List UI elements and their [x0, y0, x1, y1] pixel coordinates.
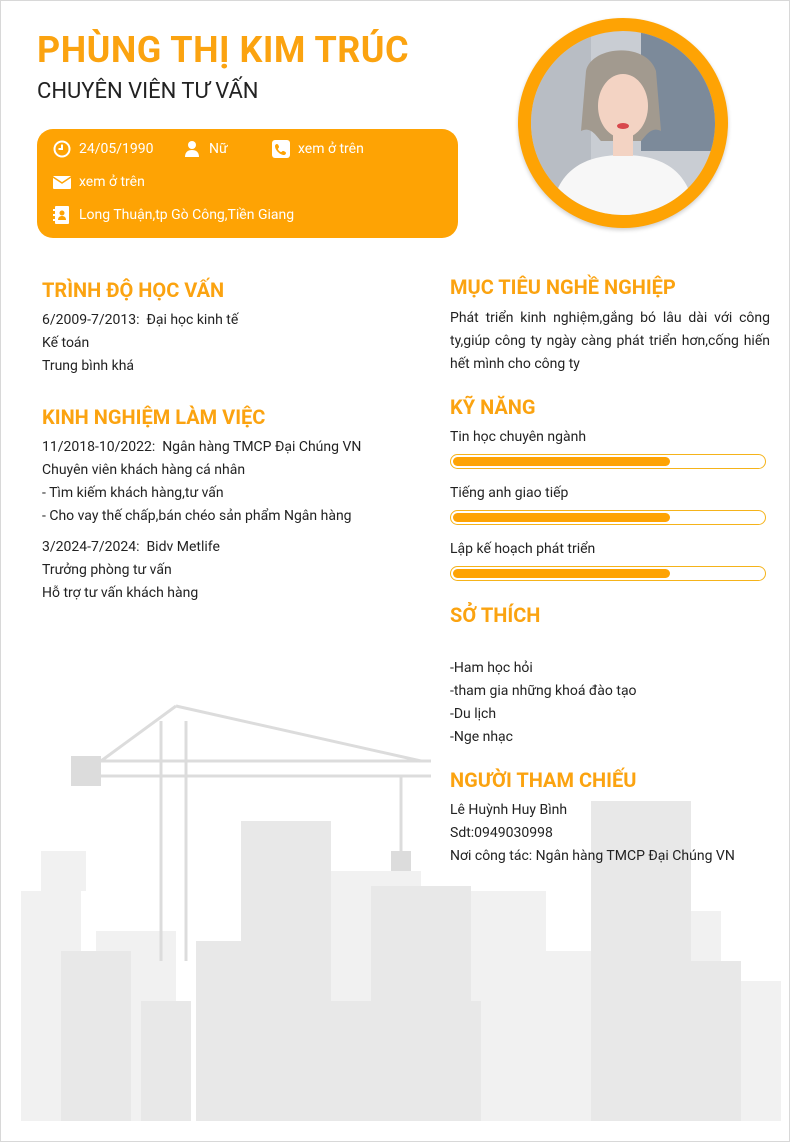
skill-fill	[453, 513, 670, 522]
job-2-period: 3/2024-7/2024:	[42, 539, 140, 555]
education-grade: Trung bình khá	[42, 358, 135, 374]
job-2-header	[42, 539, 220, 555]
address-book-icon	[53, 206, 71, 224]
hobby-item: -Ham học hỏi	[450, 660, 533, 676]
objective-text: Phát triển kinh nghiệm,gắng bó lâu dài với công ty,giúp công ty ngày càng phát triển hơn,cống hiến hết mình cho công ty	[450, 310, 770, 372]
candidate-title: CHUYÊN VIÊN TƯ VẤN	[37, 79, 259, 104]
address-text: Long Thuận,tp Gò Công,Tiền Giang	[79, 207, 295, 223]
clock-icon	[53, 140, 71, 158]
email-text: xem ở trên	[79, 174, 145, 190]
job-1-header	[42, 439, 361, 455]
reference-name: Lê Huỳnh Huy Bình	[450, 802, 568, 818]
skill-fill	[453, 457, 670, 466]
skill-bar	[450, 566, 766, 581]
job-1-detail: - Cho vay thế chấp,bán chéo sản phẩm Ngân hàng	[42, 508, 352, 524]
address-info	[53, 206, 294, 224]
envelope-icon	[53, 173, 71, 191]
hobby-item: -Du lịch	[450, 706, 497, 722]
education-heading: TRÌNH ĐỘ HỌC VẤN	[42, 278, 225, 302]
birthday-text: 24/05/1990	[79, 141, 154, 157]
email-info	[53, 173, 145, 191]
education-school: Đại học kinh tế	[146, 312, 239, 328]
gender-text: Nữ	[209, 141, 228, 157]
job-1-period: 11/2018-10/2022:	[42, 439, 156, 455]
job-1-company: Ngân hàng TMCP Đại Chúng VN	[162, 439, 362, 455]
reference-workplace: Nơi công tác: Ngân hàng TMCP Đại Chúng VN	[450, 848, 735, 864]
objective-heading: MỤC TIÊU NGHỀ NGHIỆP	[450, 275, 676, 299]
cv-content	[1, 1, 789, 1141]
reference-phone: Sdt:0949030998	[450, 825, 553, 841]
birthday-info	[53, 140, 154, 158]
personal-info-box	[37, 129, 458, 238]
candidate-name: PHÙNG THỊ KIM TRÚC	[37, 29, 410, 71]
phone-text: xem ở trên	[298, 141, 364, 157]
references-heading: NGƯỜI THAM CHIẾU	[450, 768, 637, 792]
skill-fill	[453, 569, 670, 578]
education-period-line	[42, 312, 238, 328]
skills-heading: KỸ NĂNG	[450, 395, 536, 419]
skill-bar	[450, 510, 766, 525]
experience-heading: KINH NGHIỆM LÀM VIỆC	[42, 405, 266, 429]
job-2-company: Bidv Metlife	[146, 539, 220, 555]
job-2-detail: Hỗ trợ tư vấn khách hàng	[42, 585, 199, 601]
avatar-ring	[518, 18, 728, 228]
profile-photo	[531, 31, 715, 215]
job-1-position: Chuyên viên khách hàng cá nhân	[42, 462, 246, 478]
job-2-position: Trưởng phòng tư vấn	[42, 562, 172, 578]
user-icon	[183, 140, 201, 158]
skill-name: Tin học chuyên ngành	[450, 429, 587, 445]
skill-bar	[450, 454, 766, 469]
skill-name: Lập kế hoạch phát triển	[450, 541, 596, 557]
hobby-item: -tham gia những khoá đào tạo	[450, 683, 637, 699]
avatar	[531, 31, 715, 215]
hobby-item: -Nge nhạc	[450, 729, 513, 745]
education-period: 6/2009-7/2013:	[42, 312, 140, 328]
job-1-detail: - Tìm kiếm khách hàng,tư vấn	[42, 485, 224, 501]
hobbies-heading: SỞ THÍCH	[450, 603, 541, 627]
phone-info	[272, 140, 364, 158]
education-major: Kế toán	[42, 335, 90, 351]
skill-name: Tiếng anh giao tiếp	[450, 485, 569, 501]
phone-icon	[272, 140, 290, 158]
gender-info	[183, 140, 228, 158]
